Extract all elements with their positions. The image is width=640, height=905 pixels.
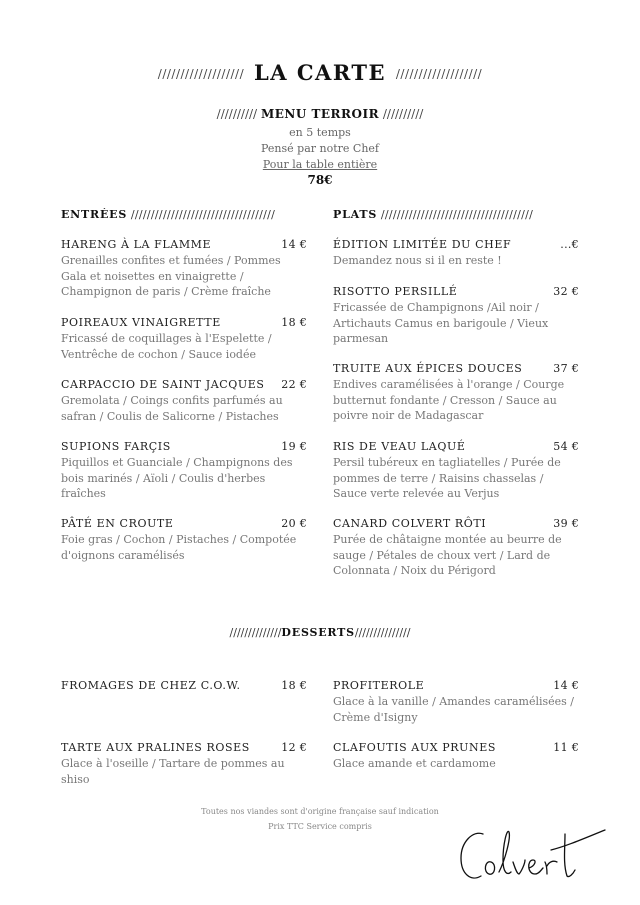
item-name: RIS DE VEAU LAQUÉ: [333, 440, 466, 453]
menu-deco-right: //////////: [382, 107, 424, 121]
desserts-heading: [0, 626, 640, 639]
item-description: Endives caramélisées à l'orange / Courge butternut fondante / Cresson / Sauce au poivre noir de Madagascar: [333, 378, 565, 423]
colvert-signature-logo: [455, 820, 615, 890]
item-name: PÂTÉ EN CROUTE: [61, 517, 174, 530]
item-name: TRUITE AUX ÉPICES DOUCES: [333, 362, 523, 375]
item-name: HARENG À LA FLAMME: [61, 238, 212, 251]
item-name: CLAFOUTIS AUX PRUNES: [333, 741, 496, 754]
entrees-title: ENTRÉES: [61, 208, 128, 221]
menu-line-2: Pensé par notre Chef: [261, 142, 379, 155]
item-name: POIREAUX VINAIGRETTE: [61, 316, 221, 329]
title-text: LA CARTE: [253, 60, 387, 85]
item-description: Gremolata / Coings confits parfumés au safran / Coulis de Salicorne / Pistaches: [61, 394, 283, 423]
item-price: 37 €: [553, 362, 579, 375]
menu-item: [61, 678, 307, 694]
menu-item: [333, 678, 579, 725]
item-description: Glace à la vanille / Amandes caramélisées / Crème d'Isigny: [333, 695, 575, 724]
title-deco-left: ///////////////////: [157, 67, 245, 81]
menu-item: [61, 377, 307, 424]
menu-deco-left: //////////: [216, 107, 258, 121]
menu-item: [61, 315, 307, 362]
item-description: Purée de châtaigne montée au beurre de sauge / Pétales de choux vert / Lard de Colonnata / Noix du Périgord: [333, 533, 562, 578]
item-price: 20 €: [281, 517, 307, 530]
item-description: Foie gras / Cochon / Pistaches / Compotée d'oignons caramélisés: [61, 533, 297, 562]
item-name: RISOTTO PERSILLÉ: [333, 285, 458, 298]
item-price: 22 €: [281, 378, 307, 391]
item-price: 14 €: [553, 679, 579, 692]
item-name: SUPIONS FARÇIS: [61, 440, 171, 453]
item-price: ...€: [560, 238, 579, 251]
item-description: Piquillos et Guanciale / Champignons des bois marinés / Aïoli / Coulis d'herbes fraîches: [61, 456, 293, 501]
plats-title: PLATS: [333, 208, 378, 221]
item-description: Demandez nous si il en reste !: [333, 254, 502, 267]
item-price: 11 €: [553, 741, 579, 754]
plats-deco: //////////////////////////////////////: [380, 208, 534, 221]
menu-item: [61, 439, 307, 502]
item-description: Grenailles confites et fumées / Pommes Gala et noisettes en vinaigrette / Champignon de paris / Crème fraîche: [61, 254, 281, 299]
menu-item: [333, 361, 579, 424]
item-name: TARTE AUX PRALINES ROSES: [61, 741, 250, 754]
item-price: 14 €: [281, 238, 307, 251]
menu-item: [333, 237, 579, 269]
item-name: CARPACCIO DE SAINT JACQUES: [61, 378, 265, 391]
page-title: [0, 60, 640, 85]
plats-heading: [333, 208, 581, 221]
menu-name: MENU TERROIR: [260, 107, 380, 121]
item-price: 54 €: [553, 440, 579, 453]
menu-item: [333, 516, 579, 579]
item-description: Persil tubéreux en tagliatelles / Purée de pommes de terre / Raisins chasselas / Sauce verte relevée au Verjus: [333, 456, 561, 501]
menu-line-1: en 5 temps: [289, 126, 351, 139]
title-deco-right: ///////////////////: [395, 67, 483, 81]
menu-item: [61, 237, 307, 300]
item-price: 18 €: [281, 679, 307, 692]
desserts-title: DESSERTS: [281, 626, 355, 639]
menu-item: [61, 516, 307, 563]
item-description: Fricassée de Champignons /Ail noir / Artichauts Camus en barigoule / Vieux parmesan: [333, 301, 549, 346]
item-description: Glace à l'oseille / Tartare de pommes au shiso: [61, 757, 285, 786]
menu-terroir-heading: [0, 107, 640, 121]
menu-item: [333, 439, 579, 502]
desserts-deco-left: //////////////: [229, 626, 282, 639]
menu-price: 78€: [307, 173, 333, 187]
item-name: CANARD COLVERT RÔTI: [333, 517, 487, 530]
item-price: 32 €: [553, 285, 579, 298]
footer-note-origin: Toutes nos viandes sont d'origine française sauf indication: [201, 807, 439, 816]
item-price: 19 €: [281, 440, 307, 453]
item-price: 12 €: [281, 741, 307, 754]
menu-item: [333, 284, 579, 347]
item-name: FROMAGES DE CHEZ C.O.W.: [61, 679, 241, 692]
item-price: 39 €: [553, 517, 579, 530]
footer-note-prices: Prix TTC Service compris: [268, 822, 372, 831]
item-name: PROFITEROLE: [333, 679, 425, 692]
entrees-deco: ////////////////////////////////////: [130, 208, 276, 221]
item-description: Fricassé de coquillages à l'Espelette / Ventrêche de cochon / Sauce iodée: [61, 332, 272, 361]
menu-item: [61, 740, 307, 787]
item-description: Glace amande et cardamome: [333, 757, 496, 770]
menu-item: [333, 740, 579, 772]
item-name: ÉDITION LIMITÉE DU CHEF: [333, 238, 512, 251]
menu-line-3: Pour la table entière: [262, 158, 378, 171]
desserts-deco-right: ///////////////: [354, 626, 411, 639]
item-price: 18 €: [281, 316, 307, 329]
entrees-heading: [61, 208, 307, 221]
